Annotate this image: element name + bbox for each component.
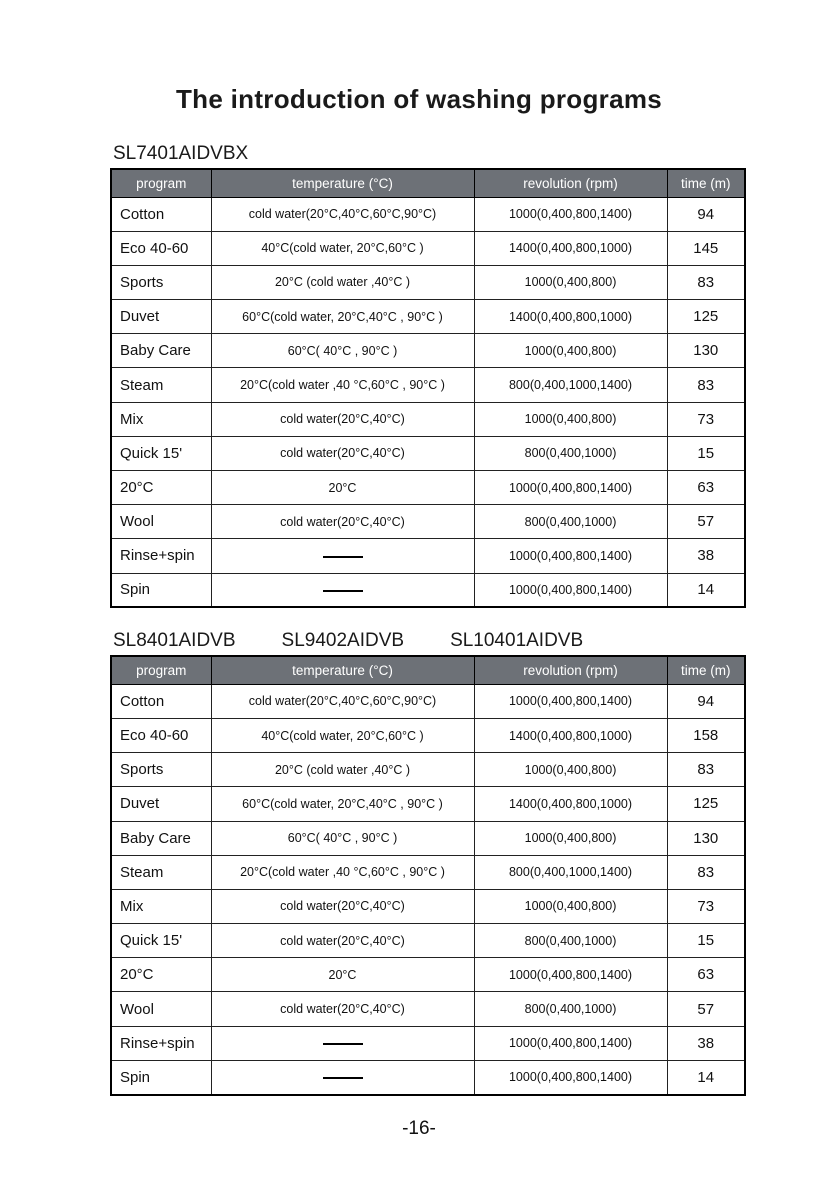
program-cell: Duvet (111, 300, 211, 334)
temperature-cell: 40°C(cold water, 20°C,60°C ) (211, 718, 474, 752)
revolution-cell: 1400(0,400,800,1000) (474, 718, 667, 752)
table-row (111, 231, 745, 265)
temperature-cell: 20°C(cold water ,40 °C,60°C , 90°C ) (211, 855, 474, 889)
model-name: SL9402AIDVB (281, 630, 405, 652)
time-cell: 94 (667, 684, 745, 718)
revolution-cell: 800(0,400,1000) (474, 924, 667, 958)
program-cell: Steam (111, 368, 211, 402)
table-row (111, 684, 745, 718)
table-row (111, 924, 745, 958)
table-row (111, 753, 745, 787)
washing-programs-table-1 (110, 168, 746, 608)
table-body (111, 197, 745, 607)
table-row (111, 958, 745, 992)
time-cell: 145 (667, 231, 745, 265)
time-cell: 38 (667, 1026, 745, 1060)
dash-line (323, 1077, 363, 1079)
column-header: revolution (rpm) (474, 656, 667, 684)
model-name: SL10401AIDVB (450, 630, 584, 652)
temperature-cell (211, 1026, 474, 1060)
time-cell: 158 (667, 718, 745, 752)
program-table-section-1 (110, 141, 744, 608)
temperature-cell: cold water(20°C,40°C) (211, 889, 474, 923)
table-row (111, 402, 745, 436)
revolution-cell: 1400(0,400,800,1000) (474, 231, 667, 265)
program-cell: Rinse+spin (111, 539, 211, 573)
dash-line (323, 590, 363, 592)
revolution-cell: 1000(0,400,800,1400) (474, 958, 667, 992)
program-cell: Wool (111, 992, 211, 1026)
table-row (111, 787, 745, 821)
program-cell: Quick 15' (111, 436, 211, 470)
temperature-cell: 20°C (211, 958, 474, 992)
time-cell: 15 (667, 436, 745, 470)
page-number: -16- (402, 1118, 436, 1139)
revolution-cell: 1000(0,400,800,1400) (474, 471, 667, 505)
temperature-cell (211, 1060, 474, 1094)
temperature-cell: cold water(20°C,40°C) (211, 436, 474, 470)
temperature-cell: 40°C(cold water, 20°C,60°C ) (211, 231, 474, 265)
table-header (111, 169, 745, 197)
program-cell: 20°C (111, 471, 211, 505)
program-cell: Wool (111, 505, 211, 539)
revolution-cell: 1400(0,400,800,1000) (474, 300, 667, 334)
column-header: program (111, 656, 211, 684)
program-cell: Steam (111, 855, 211, 889)
program-cell: Spin (111, 573, 211, 607)
program-cell: Duvet (111, 787, 211, 821)
table-row (111, 505, 745, 539)
table-row (111, 436, 745, 470)
program-cell: Cotton (111, 197, 211, 231)
revolution-cell: 1000(0,400,800) (474, 753, 667, 787)
temperature-cell: cold water(20°C,40°C,60°C,90°C) (211, 684, 474, 718)
model-labels (113, 608, 744, 652)
program-cell: Baby Care (111, 821, 211, 855)
program-cell: Eco 40-60 (111, 718, 211, 752)
column-header: time (m) (667, 169, 745, 197)
dash-line (323, 556, 363, 558)
column-header: temperature (°C) (211, 656, 474, 684)
revolution-cell: 800(0,400,1000,1400) (474, 368, 667, 402)
temperature-cell: cold water(20°C,40°C) (211, 992, 474, 1026)
program-cell: Baby Care (111, 334, 211, 368)
time-cell: 57 (667, 992, 745, 1026)
program-cell: Cotton (111, 684, 211, 718)
table-header (111, 656, 745, 684)
column-header: temperature (°C) (211, 169, 474, 197)
program-table-section-2 (110, 608, 744, 1095)
time-cell: 125 (667, 300, 745, 334)
column-header: revolution (rpm) (474, 169, 667, 197)
program-cell: 20°C (111, 958, 211, 992)
table-row (111, 855, 745, 889)
revolution-cell: 1000(0,400,800,1400) (474, 197, 667, 231)
table-row (111, 718, 745, 752)
temperature-cell: cold water(20°C,40°C) (211, 402, 474, 436)
revolution-cell: 800(0,400,1000) (474, 436, 667, 470)
revolution-cell: 800(0,400,1000,1400) (474, 855, 667, 889)
time-cell: 63 (667, 958, 745, 992)
program-cell: Eco 40-60 (111, 231, 211, 265)
temperature-cell: cold water(20°C,40°C) (211, 924, 474, 958)
time-cell: 130 (667, 821, 745, 855)
revolution-cell: 1000(0,400,800) (474, 265, 667, 299)
temperature-cell: cold water(20°C,40°C) (211, 505, 474, 539)
time-cell: 14 (667, 1060, 745, 1094)
page-title: The introduction of washing programs (175, 84, 663, 114)
time-cell: 83 (667, 265, 745, 299)
time-cell: 38 (667, 539, 745, 573)
program-cell: Mix (111, 889, 211, 923)
table-row (111, 265, 745, 299)
time-cell: 125 (667, 787, 745, 821)
revolution-cell: 1000(0,400,800,1400) (474, 573, 667, 607)
revolution-cell: 1000(0,400,800) (474, 334, 667, 368)
program-cell: Sports (111, 265, 211, 299)
column-header: time (m) (667, 656, 745, 684)
model-name: SL8401AIDVB (113, 630, 236, 652)
revolution-cell: 1000(0,400,800,1400) (474, 539, 667, 573)
table-row (111, 471, 745, 505)
revolution-cell: 1400(0,400,800,1000) (474, 787, 667, 821)
revolution-cell: 1000(0,400,800) (474, 402, 667, 436)
time-cell: 83 (667, 855, 745, 889)
table-row (111, 539, 745, 573)
revolution-cell: 800(0,400,1000) (474, 992, 667, 1026)
temperature-cell: 20°C (211, 471, 474, 505)
temperature-cell: cold water(20°C,40°C,60°C,90°C) (211, 197, 474, 231)
revolution-cell: 1000(0,400,800,1400) (474, 1060, 667, 1094)
temperature-cell: 20°C (cold water ,40°C ) (211, 753, 474, 787)
model-name: SL7401AIDVBX (113, 143, 249, 164)
table-row (111, 368, 745, 402)
table-row (111, 334, 745, 368)
column-header: program (111, 169, 211, 197)
time-cell: 83 (667, 368, 745, 402)
program-cell: Rinse+spin (111, 1026, 211, 1060)
table-row (111, 197, 745, 231)
revolution-cell: 1000(0,400,800,1400) (474, 684, 667, 718)
table-row (111, 889, 745, 923)
time-cell: 130 (667, 334, 745, 368)
temperature-cell: 20°C (cold water ,40°C ) (211, 265, 474, 299)
dash-line (323, 1043, 363, 1045)
temperature-cell: 60°C( 40°C , 90°C ) (211, 821, 474, 855)
table-row (111, 992, 745, 1026)
program-cell: Quick 15' (111, 924, 211, 958)
revolution-cell: 1000(0,400,800) (474, 889, 667, 923)
temperature-cell (211, 573, 474, 607)
table-row (111, 573, 745, 607)
revolution-cell: 800(0,400,1000) (474, 505, 667, 539)
temperature-cell: 20°C(cold water ,40 °C,60°C , 90°C ) (211, 368, 474, 402)
model-labels (113, 141, 744, 165)
table-row (111, 821, 745, 855)
washing-programs-table-2 (110, 655, 746, 1095)
time-cell: 73 (667, 889, 745, 923)
revolution-cell: 1000(0,400,800,1400) (474, 1026, 667, 1060)
table-body (111, 684, 745, 1094)
program-cell: Mix (111, 402, 211, 436)
table-row (111, 1026, 745, 1060)
time-cell: 73 (667, 402, 745, 436)
program-cell: Sports (111, 753, 211, 787)
time-cell: 63 (667, 471, 745, 505)
table-row (111, 300, 745, 334)
table-row (111, 1060, 745, 1094)
time-cell: 15 (667, 924, 745, 958)
time-cell: 14 (667, 573, 745, 607)
time-cell: 57 (667, 505, 745, 539)
temperature-cell: 60°C(cold water, 20°C,40°C , 90°C ) (211, 787, 474, 821)
revolution-cell: 1000(0,400,800) (474, 821, 667, 855)
time-cell: 94 (667, 197, 745, 231)
time-cell: 83 (667, 753, 745, 787)
program-cell: Spin (111, 1060, 211, 1094)
temperature-cell: 60°C( 40°C , 90°C ) (211, 334, 474, 368)
temperature-cell: 60°C(cold water, 20°C,40°C , 90°C ) (211, 300, 474, 334)
temperature-cell (211, 539, 474, 573)
